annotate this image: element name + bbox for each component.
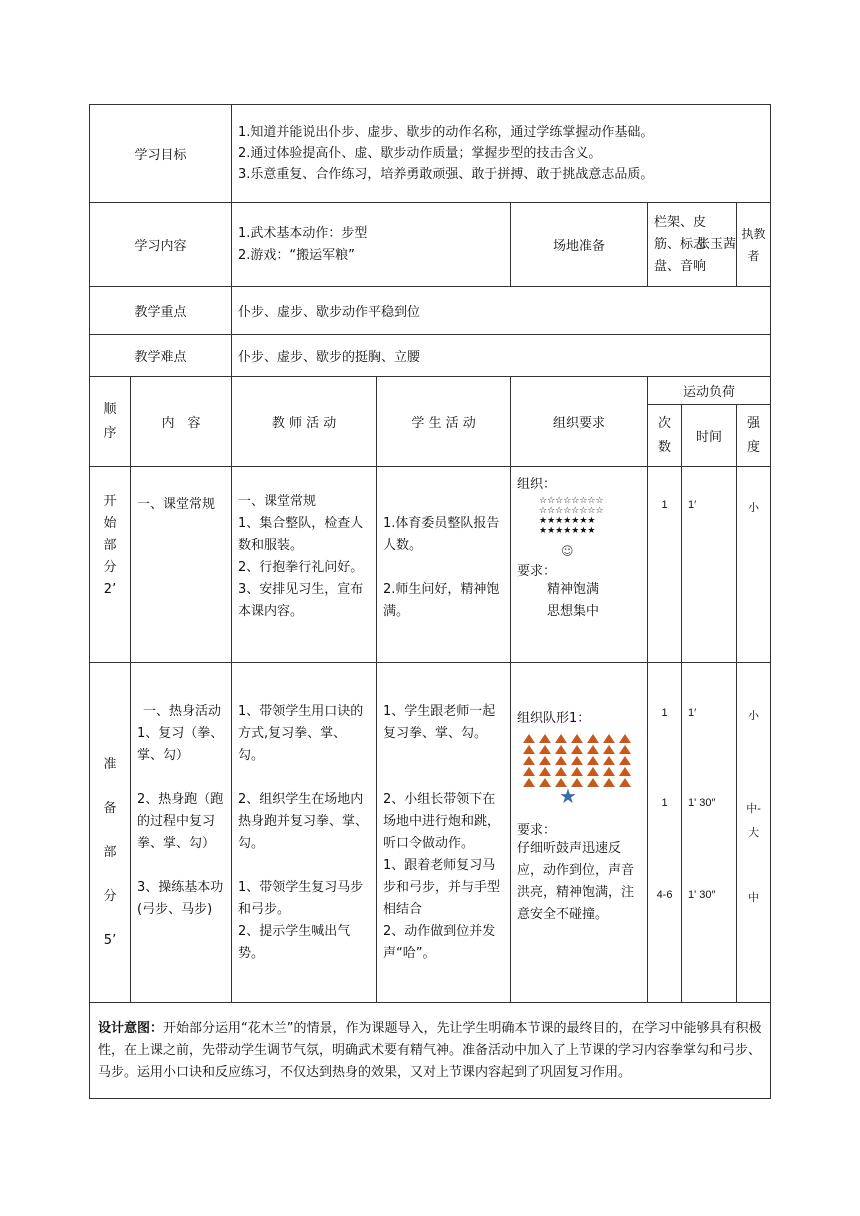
hollow-star-row: ☆☆☆☆☆☆☆☆ (539, 506, 604, 516)
intensity-value: 中 (748, 892, 760, 904)
student-line: 2.师生问好，精神饱满。 (383, 582, 500, 619)
header-time: 时间 (682, 405, 737, 467)
section1-time: 1′ (682, 467, 737, 663)
teacher-line: 1、带领学生复习马步和弓步。 (238, 880, 364, 917)
intensity-value: 小 (748, 710, 760, 722)
section2-time (682, 663, 737, 1003)
header-times: 次数 (648, 405, 682, 467)
header-order: 顺序 (90, 377, 131, 467)
venue-label: 场地准备 (511, 203, 648, 287)
content-line: 一、热身活动 (143, 704, 222, 719)
teacher-cell (737, 203, 771, 287)
section1-content: 一、课堂常规 (131, 467, 232, 663)
content-line: 2、热身跑（跑的过程中复习拳、掌、勾） (137, 792, 224, 851)
section1-times: 1 (648, 467, 682, 663)
section1-part (90, 467, 131, 663)
section1-teacher (232, 467, 377, 663)
solid-star-row: ★★★★★★★ (539, 516, 596, 526)
design-label: 设计意图： (98, 1020, 164, 1036)
content-label: 学习内容 (90, 203, 232, 287)
smiley-icon: ☺ (561, 544, 574, 558)
section1-org (511, 467, 648, 663)
design-intent (90, 1003, 771, 1099)
content-item: 1.武术基本动作：步型 (238, 225, 368, 241)
goal-item: 1.知道并能说出仆步、虚步、歇步的动作名称，通过学练掌握动作基础。 (238, 125, 654, 140)
student-line: 1、学生跟老师一起复习拳、掌、勾。 (383, 704, 496, 741)
lesson-table (89, 104, 771, 1099)
header-teacher: 教 师 活 动 (232, 377, 377, 467)
teacher-line: 1、带领学生用口诀的方式,复习拳、掌、勾。 (238, 704, 364, 763)
key-point-value: 仆步、虚步、歇步动作平稳到位 (232, 287, 771, 335)
goal-item: 3.乐意重复、合作练习，培养勇敢顽强、敢于拼搏、敢于挑战意志品质。 (238, 167, 654, 182)
req-label: 要求： (517, 564, 557, 579)
section2-student (377, 663, 511, 1003)
design-text: 开始部分运用“花木兰”的情景，作为课题导入，先让学生明确本节课的最终目的，在学习中能够具有积极性，在上课之前，先带动学生调节气氛，明确武术要有精气神。准备活动中加入了上节课的学习内容拳掌勾和弓步、马步。运用小口诀和反应练习，不仅达到热身的效果，又对上节课内容起到了巩固复习作用。 (98, 1020, 762, 1080)
difficulty-label: 教学难点 (90, 335, 232, 377)
section2-teacher (232, 663, 377, 1003)
section2-part (90, 663, 131, 1003)
solid-star-row: ★★★★★★★ (539, 526, 596, 536)
teacher-line: 2、组织学生在场地内热身跑并复习拳、掌、勾。 (238, 792, 369, 851)
goals-list (232, 105, 771, 203)
lesson-plan (89, 104, 770, 1099)
teacher-star-icon: ★ (559, 784, 577, 808)
req-label: 要求： (517, 823, 557, 838)
header-org: 组织要求 (511, 377, 648, 467)
venue-value: 栏架、皮筋、标志盘、音响 (648, 203, 737, 287)
student-line: 2、小组长带领下在场地中进行炮和跳，听口令做动作。 (383, 792, 501, 851)
req-text: 仔细听鼓声迅速反应，动作到位，声音洪亮，精神饱满，注意安全不碰撞。 (517, 841, 635, 922)
times-value: 4-6 (656, 889, 673, 901)
section2-org (511, 663, 648, 1003)
goals-label: 学习目标 (90, 105, 232, 203)
times-value: 1 (661, 797, 668, 809)
difficulty-value: 仆步、虚步、歇步的挺胸、立腰 (232, 335, 771, 377)
req-line: 精神饱满 (547, 582, 600, 597)
student-line: 1.体育委员整队报告人数。 (383, 516, 500, 553)
teacher-line: 3、安排见习生，宣布本课内容。 (238, 582, 364, 619)
header-student: 学 生 活 动 (377, 377, 511, 467)
time-value: 1′ (688, 707, 697, 719)
time-value: 1' 30″ (688, 797, 716, 809)
section2-intensity (737, 663, 771, 1003)
req-line: 思想集中 (547, 604, 600, 619)
teacher-line: 一、课堂常规 (238, 494, 317, 509)
key-point-label: 教学重点 (90, 287, 232, 335)
section1-intensity: 小 (737, 467, 771, 663)
student-line: 2、动作做到位并发声“哈”。 (383, 924, 496, 961)
teacher-name: 张玉茜 (697, 237, 737, 252)
triangle-formation (523, 732, 641, 787)
teacher-label: 执教者 (741, 226, 766, 263)
goal-item: 2.通过体验提高仆、虚、歇步动作质量；掌握步型的技击含义。 (238, 146, 602, 161)
times-value: 1 (661, 707, 668, 719)
intensity-value: 中-大 (746, 803, 761, 839)
content-list (232, 203, 511, 287)
org-label: 组织： (517, 477, 557, 492)
teacher-line: 1、集合整队，检查人数和服装。 (238, 516, 364, 553)
section2-times (648, 663, 682, 1003)
header-content: 内 容 (131, 377, 232, 467)
content-item: 2.游戏：“搬运军粮” (238, 247, 355, 263)
formation-label: 组织队形1： (517, 711, 591, 726)
section1-student (377, 467, 511, 663)
section1-part-text: 开始部分2’ (103, 494, 117, 597)
header-intensity: 强度 (737, 405, 771, 467)
teacher-line: 2、提示学生喊出气势。 (238, 924, 351, 961)
teacher-line: 2、行抱拳行礼问好。 (238, 560, 364, 575)
content-line: 1、复习（拳、掌、勾） (137, 726, 224, 763)
time-value: 1' 30″ (688, 889, 716, 901)
content-line: 3、操练基本功(弓步、马步) (137, 880, 224, 917)
header-load: 运动负荷 (648, 377, 771, 405)
student-line: 1、跟着老师复习马步和弓步，并与手型相结合 (383, 858, 501, 917)
section2-part-text: 准备部分5’ (103, 757, 117, 948)
section2-content (131, 663, 232, 1003)
hollow-star-row: ☆☆☆☆☆☆☆☆ (539, 496, 604, 506)
